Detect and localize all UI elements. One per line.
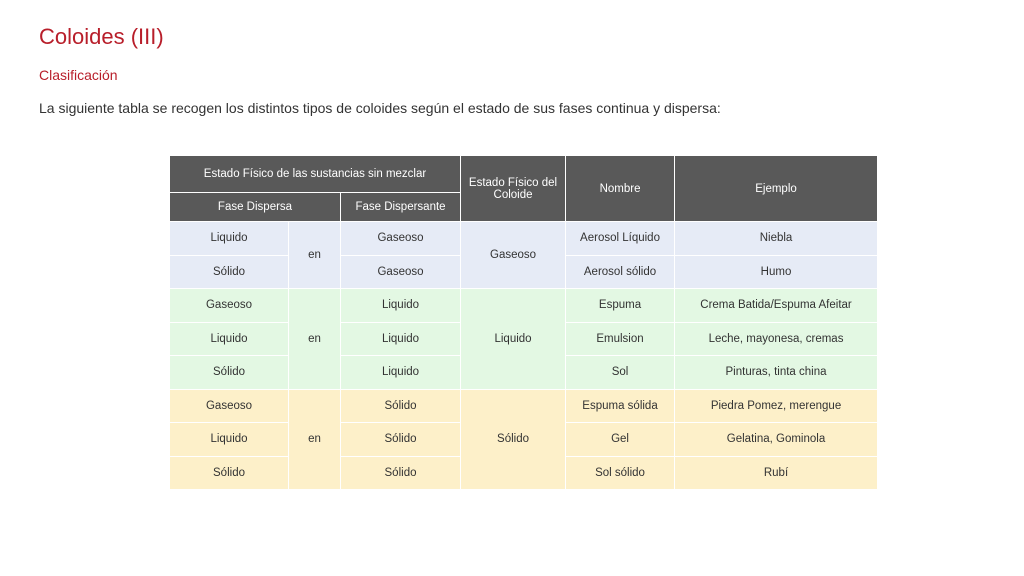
example-cell: Humo	[675, 255, 878, 289]
table-row	[170, 389, 878, 423]
dispersant-cell: Sólido	[341, 423, 461, 457]
name-cell: Sol	[566, 356, 675, 390]
example-cell: Niebla	[675, 222, 878, 256]
dispersed-cell: Sólido	[170, 255, 289, 289]
example-cell: Rubí	[675, 456, 878, 490]
example-cell: Piedra Pomez, merengue	[675, 389, 878, 423]
dispersed-cell: Liquido	[170, 322, 289, 356]
colloid-state-cell: Gaseoso	[461, 222, 566, 289]
header-example: Ejemplo	[675, 156, 878, 222]
header-dispersed-phase: Fase Dispersa	[170, 193, 341, 222]
dispersant-cell: Sólido	[341, 456, 461, 490]
name-cell: Emulsion	[566, 322, 675, 356]
dispersant-cell: Gaseoso	[341, 222, 461, 256]
table-row	[170, 222, 878, 256]
example-cell: Pinturas, tinta china	[675, 356, 878, 390]
section-subtitle: Clasificación	[39, 67, 118, 83]
name-cell: Aerosol sólido	[566, 255, 675, 289]
name-cell: Gel	[566, 423, 675, 457]
dispersed-cell: Gaseoso	[170, 389, 289, 423]
dispersant-cell: Liquido	[341, 356, 461, 390]
intro-paragraph: La siguiente tabla se recogen los distintos tipos de coloides según el estado de sus fases continua y dispersa:	[39, 100, 721, 116]
colloid-state-cell: Liquido	[461, 289, 566, 390]
colloid-classification-table	[169, 155, 878, 490]
dispersed-cell: Sólido	[170, 456, 289, 490]
dispersant-cell: Liquido	[341, 289, 461, 323]
header-name: Nombre	[566, 156, 675, 222]
name-cell: Espuma sólida	[566, 389, 675, 423]
name-cell: Espuma	[566, 289, 675, 323]
example-cell: Crema Batida/Espuma Afeitar	[675, 289, 878, 323]
header-colloid-state: Estado Físico del Coloide	[461, 156, 566, 222]
dispersant-cell: Sólido	[341, 389, 461, 423]
dispersant-cell: Gaseoso	[341, 255, 461, 289]
table-row	[170, 289, 878, 323]
name-cell: Sol sólido	[566, 456, 675, 490]
name-cell: Aerosol Líquido	[566, 222, 675, 256]
connector-cell: en	[289, 222, 341, 289]
page-title: Coloides (III)	[39, 24, 164, 49]
connector-cell: en	[289, 389, 341, 490]
dispersed-cell: Sólido	[170, 356, 289, 390]
dispersant-cell: Liquido	[341, 322, 461, 356]
table-header	[170, 156, 878, 222]
connector-cell: en	[289, 289, 341, 390]
example-cell: Leche, mayonesa, cremas	[675, 322, 878, 356]
dispersed-cell: Liquido	[170, 423, 289, 457]
colloid-state-cell: Sólido	[461, 389, 566, 490]
dispersed-cell: Liquido	[170, 222, 289, 256]
header-group-label: Estado Físico de las sustancias sin mezclar	[170, 156, 461, 193]
example-cell: Gelatina, Gominola	[675, 423, 878, 457]
dispersed-cell: Gaseoso	[170, 289, 289, 323]
header-dispersant-phase: Fase Dispersante	[341, 193, 461, 222]
